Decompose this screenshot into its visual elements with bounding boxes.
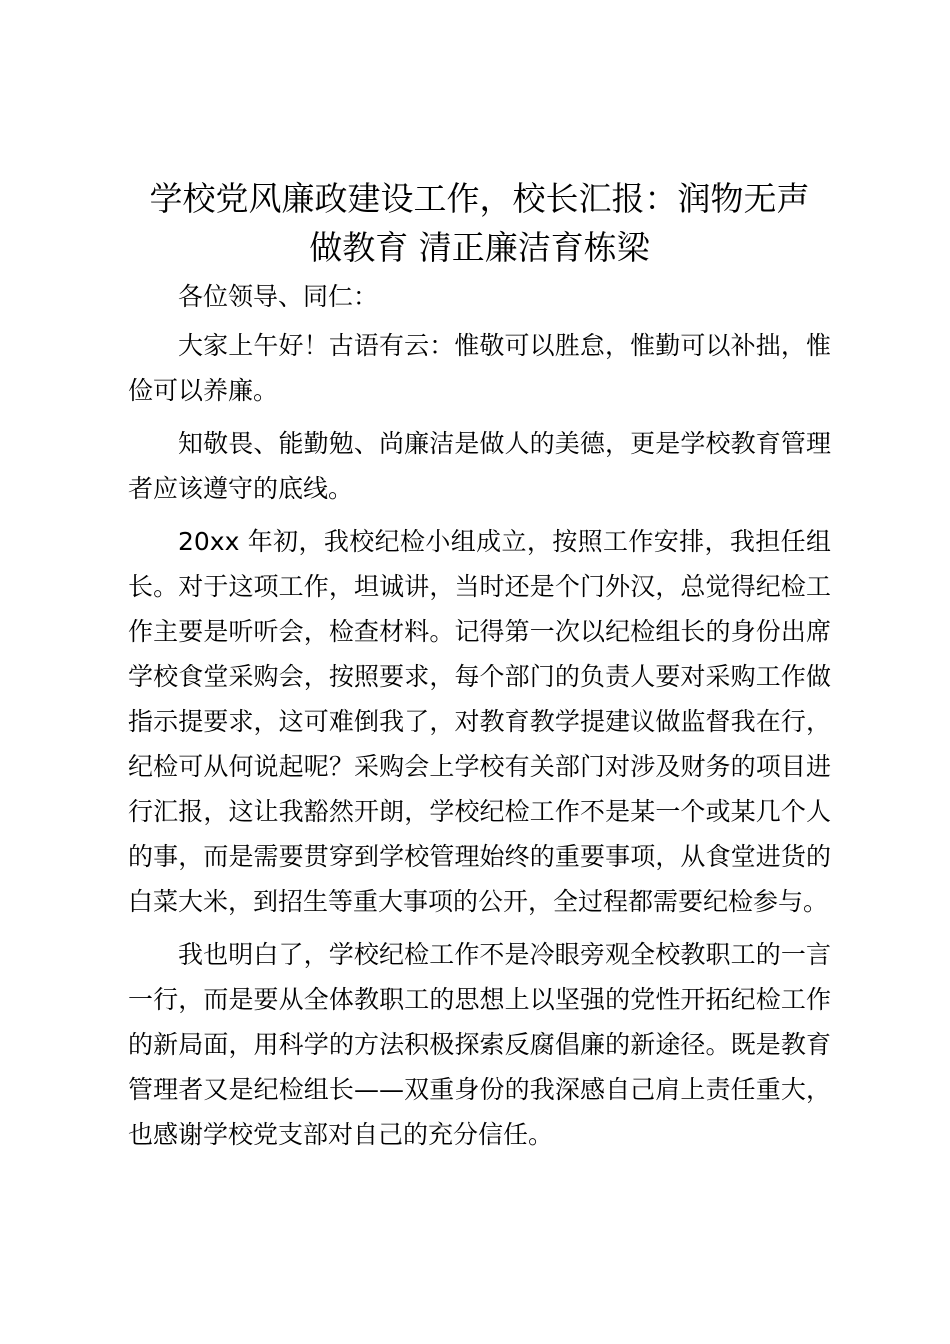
title-line-2: 做教育 清正廉洁育栋梁 [309, 228, 650, 267]
paragraph-1: 大家上午好！古语有云：惟敬可以胜怠，惟勤可以补拙，惟俭可以养廉。 [128, 331, 831, 405]
title-line-1: 学校党风廉政建设工作，校长汇报：润物无声 [149, 179, 810, 218]
paragraph-2: 知敬畏、能勤勉、尚廉洁是做人的美德，更是学校教育管理者应该遵守的底线。 [128, 429, 831, 503]
paragraph-3: 20xx 年初，我校纪检小组成立，按照工作安排，我担任组长。对于这项工作，坦诚讲，当时还是个门外汉，总觉得纪检工作主要是听听会，检查材料。记得第一次以纪检组长的身份出席学校食堂采购会，按照要求，每个部门的负责人要对采购工作做指示提要求，这可难倒我了，对教育教学提建议做监督我在行，纪检可从何说起呢？采购会上学校有关部门对涉及财务的项目进行汇报，这让我豁然开朗，学校纪检工作不是某一个或某几个人的事，而是需要贯穿到学校管理始终的重要事项，从食堂进货的白菜大米，到招生等重大事项的公开，全过程都需要纪检参与。 [128, 527, 831, 916]
document-body [128, 274, 831, 1157]
document-page [128, 174, 831, 1165]
paragraph-4: 我也明白了，学校纪检工作不是冷眼旁观全校教职工的一言一行，而是要从全体教职工的思想上以坚强的党性开拓纪检工作的新局面，用科学的方法积极探索反腐倡廉的新途径。既是教育管理者又是纪检组长——双重身份的我深感自己肩上责任重大，也感谢学校党支部对自己的充分信任。 [128, 940, 831, 1149]
salutation: 各位领导、同仁： [178, 282, 379, 311]
document-title [128, 174, 831, 272]
